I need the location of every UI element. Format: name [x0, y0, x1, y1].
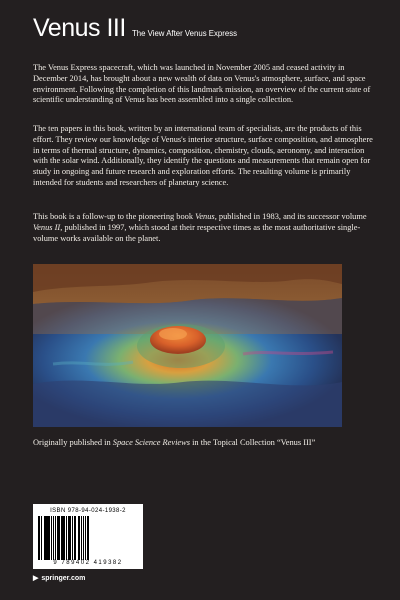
- barcode-digits: 9 789402 419382: [53, 560, 123, 566]
- book-subtitle: The View After Venus Express: [131, 28, 237, 38]
- p3-venus-ii-title: Venus II: [33, 222, 61, 232]
- barcode-gap: [89, 516, 90, 560]
- p3-text-3: , published in 1997, which stood at their respective times as the most authoritative single-volume works available on the planet.: [33, 222, 361, 243]
- title-block: [33, 14, 246, 43]
- journal-name: Space Science Reviews: [112, 438, 190, 447]
- description-paragraph-3: [33, 212, 373, 244]
- p3-text-1: This book is a follow-up to the pioneering book: [33, 212, 196, 221]
- origin-suffix: in the Topical Collection “Venus III”: [190, 438, 316, 447]
- venus-surface-image: [33, 264, 342, 427]
- isbn-barcode: [33, 504, 143, 569]
- publisher-link[interactable]: [33, 574, 85, 582]
- origin-prefix: Originally published in: [33, 438, 113, 447]
- p3-text-2: , published in 1983, and its successor volume: [214, 212, 367, 221]
- description-paragraph-1: The Venus Express spacecraft, which was launched in November 2005 and ceased activity in December 2014, has brought about a new wealth of data on Venus's atmosphere, surface, and space environment. Following the completion of this landmark mission, an overview of the current state of scientific understanding of Venus has been assembled into a single collection.: [33, 63, 371, 105]
- description-paragraph-2: The ten papers in this book, written by an international team of specialists, are the products of this effort. They review our knowledge of Venus's interior structure, surface composition, and atmosphere in terms of thermal structure, dynamics, composition, chemistry, clouds, aeronomy, and interaction with the solar wind. Additionally, they identify the questions and measurements that remain open for study in ongoing and future research and exploration efforts. The resulting volume is primarily intended for students and researchers of planetary science.: [33, 124, 373, 187]
- p3-venus-title: Venus: [195, 212, 215, 221]
- origin-note: [33, 438, 373, 447]
- arrow-icon: ▶: [33, 575, 39, 582]
- publisher-url: springer.com: [41, 574, 86, 582]
- isbn-label: ISBN 978-94-024-1938-2: [50, 508, 126, 514]
- barcode-bars: [38, 516, 138, 560]
- book-title: Venus III: [33, 14, 126, 42]
